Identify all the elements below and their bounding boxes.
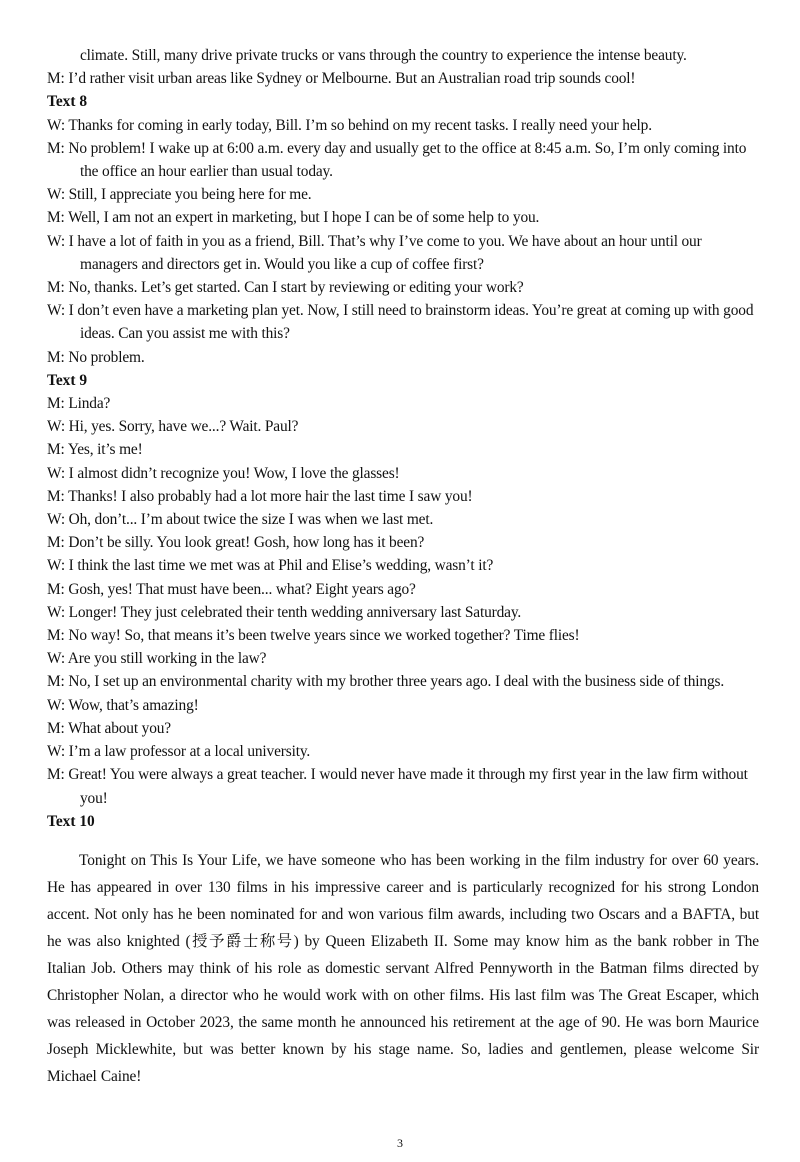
speaker-separator: : <box>60 650 68 668</box>
dialogue-line <box>47 670 759 693</box>
dialogue-text: No way! So, that means it’s been twelve years since we worked together? Time flies! <box>68 627 580 645</box>
speaker-label: M <box>47 279 61 297</box>
speaker-separator: : <box>60 580 69 598</box>
dialogue-line <box>47 67 759 90</box>
speaker-label: M <box>47 766 61 784</box>
speaker-label: M <box>47 534 61 552</box>
speaker-separator: : <box>60 464 69 482</box>
speaker-label: W <box>47 696 61 714</box>
speaker-separator: : <box>60 719 69 737</box>
dialogue-line <box>47 415 759 438</box>
dialogue-text: Well, I am not an expert in marketing, but I hope I can be of some help to you. <box>68 209 540 227</box>
dialogue-line <box>47 647 759 670</box>
dialogue-text: I have a lot of faith in you as a friend, Bill. That’s why I’ve come to you. We have about an hour until our managers and directors get in. Would you like a cup of coffee first? <box>68 232 702 273</box>
dialogue-text: Thanks! I also probably had a lot more hair the last time I saw you! <box>68 487 473 505</box>
speaker-label: W <box>47 232 61 250</box>
speaker-label: M <box>47 70 61 88</box>
dialogue-line <box>47 624 759 647</box>
speaker-label: M <box>47 673 61 691</box>
dialogue-text: Linda? <box>68 395 111 413</box>
dialogue-line <box>47 114 759 137</box>
speaker-label: W <box>47 464 61 482</box>
dialogue-text: No problem! I wake up at 6:00 a.m. every day and usually get to the office at 8:45 a.m. So, I’m only coming into the office an hour earlier than usual today. <box>68 139 747 181</box>
dialogue-line <box>47 485 759 508</box>
speaker-label: M <box>47 719 61 737</box>
speaker-separator: : <box>60 766 69 784</box>
text8-heading: Text 8 <box>47 93 88 111</box>
speaker-label: W <box>47 650 61 668</box>
speaker-label: M <box>47 627 61 645</box>
dialogue-line <box>47 206 759 229</box>
dialogue-line <box>47 578 759 601</box>
dialogue-line <box>47 276 759 299</box>
dialogue-text: Don’t be silly. You look great! Gosh, how long has it been? <box>68 534 425 552</box>
speaker-separator: : <box>60 487 69 505</box>
dialogue-text: Great! You were always a great teacher. I would never have made it through my first year in the law firm without you! <box>68 766 748 807</box>
dialogue-text: Longer! They just celebrated their tenth wedding anniversary last Saturday. <box>68 603 522 621</box>
dialogue-text: Thanks for coming in early today, Bill. I’m so behind on my recent tasks. I really need your help. <box>68 116 652 134</box>
dialogue-text: Yes, it’s me! <box>67 441 143 459</box>
speaker-label: M <box>47 209 61 227</box>
speaker-separator: : <box>60 511 69 529</box>
speaker-label: W <box>47 186 61 204</box>
speaker-label: W <box>47 603 61 621</box>
speaker-separator: : <box>60 186 69 204</box>
speaker-separator: : <box>60 418 69 436</box>
dialogue-line <box>47 438 759 461</box>
dialogue-line <box>47 554 759 577</box>
dialogue-text: Gosh, yes! That must have been... what? Eight years ago? <box>68 580 416 598</box>
dialogue-line <box>47 346 759 369</box>
dialogue-line <box>47 531 759 554</box>
dialogue-text: Hi, yes. Sorry, have we...? Wait. Paul? <box>68 418 299 436</box>
page-number: 3 <box>397 1136 403 1150</box>
dialogue-line <box>47 299 759 345</box>
speaker-label: W <box>47 511 61 529</box>
speaker-separator: : <box>60 534 69 552</box>
speaker-label: M <box>47 139 61 157</box>
speaker-label: W <box>47 302 61 320</box>
dialogue-text: What about you? <box>68 719 171 737</box>
text10-paragraph: Tonight on This Is Your Life, we have someone who has been working in the film industry for over 60 years. He has appeared in over 130 films in his impressive career and is particularly recognized for his strong London accent. Not only has he been nominated for and won various film awards, including two Oscars and a BAFTA, but he was also knighted (授予爵士称号) by Queen Elizabeth II. Some may know him as the bank robber in The Italian Job. Others may think of his role as domestic servant Alfred Pennyworth in the Batman films directed by Christopher Nolan, a director who he would work with on other films. His last film was The Great Escaper, which was released in October 2023, the same month he announced his retirement at the age of 90. He was born Maurice Joseph Micklewhite, but was better known by his stage name. So, ladies and gentlemen, please welcome Sir Michael Caine! <box>47 851 759 1085</box>
speaker-label: M <box>47 580 61 598</box>
speaker-label: W <box>47 557 61 575</box>
dialogue-line <box>47 183 759 206</box>
speaker-separator: : <box>60 557 69 575</box>
dialogue-line <box>47 137 759 183</box>
speaker-separator: : <box>60 348 69 366</box>
dialogue-text: Still, I appreciate you being here for me. <box>68 186 312 204</box>
speaker-separator: : <box>60 279 69 297</box>
speaker-label: W <box>47 743 61 761</box>
dialogue-text: Oh, don’t... I’m about twice the size I was when we last met. <box>68 511 434 529</box>
dialogue-text: No, thanks. Let’s get started. Can I start by reviewing or editing your work? <box>68 279 524 297</box>
speaker-separator: : <box>60 743 69 761</box>
speaker-separator: : <box>60 673 69 691</box>
speaker-separator: : <box>60 302 69 320</box>
dialogue-text: I’d rather visit urban areas like Sydney or Melbourne. But an Australian road trip sounds cool! <box>68 70 636 88</box>
speaker-separator: : <box>60 209 69 227</box>
text9-dialogue <box>47 392 759 810</box>
dialogue-line <box>47 740 759 763</box>
dialogue-line <box>47 462 759 485</box>
dialogue-line <box>47 508 759 531</box>
text9-heading: Text 9 <box>47 371 88 389</box>
speaker-separator: : <box>60 696 69 714</box>
dialogue-text: I almost didn’t recognize you! Wow, I love the glasses! <box>68 464 400 482</box>
speaker-separator: : <box>60 627 69 645</box>
document-page <box>47 44 759 1105</box>
speaker-label: M <box>47 441 61 459</box>
continuation-line: climate. Still, many drive private trucks or vans through the country to experience the intense beauty. <box>80 47 687 64</box>
speaker-separator: : <box>60 441 68 459</box>
dialogue-line <box>47 392 759 415</box>
speaker-separator: : <box>60 603 69 621</box>
text7-tail <box>47 67 759 90</box>
speaker-label: M <box>47 487 61 505</box>
dialogue-text: Wow, that’s amazing! <box>68 696 199 714</box>
speaker-label: W <box>47 418 61 436</box>
dialogue-text: Are you still working in the law? <box>67 650 267 668</box>
dialogue-line <box>47 694 759 717</box>
dialogue-text: No, I set up an environmental charity with my brother three years ago. I deal with the business side of things. <box>68 673 725 691</box>
speaker-label: M <box>47 348 61 366</box>
dialogue-line <box>47 717 759 740</box>
speaker-separator: : <box>60 116 69 134</box>
dialogue-text: I don’t even have a marketing plan yet. Now, I still need to brainstorm ideas. You’re great at coming up with good ideas. Can you assist me with this? <box>68 302 754 343</box>
dialogue-line <box>47 230 759 276</box>
dialogue-line <box>47 601 759 624</box>
dialogue-text: I think the last time we met was at Phil and Elise’s wedding, wasn’t it? <box>68 557 494 575</box>
dialogue-text: I’m a law professor at a local university. <box>68 743 311 761</box>
speaker-separator: : <box>60 395 69 413</box>
speaker-separator: : <box>60 70 69 88</box>
dialogue-text: No problem. <box>68 348 145 366</box>
text8-dialogue <box>47 114 759 369</box>
speaker-label: M <box>47 395 61 413</box>
speaker-separator: : <box>60 139 69 157</box>
speaker-separator: : <box>60 232 69 250</box>
text10-heading: Text 10 <box>47 812 95 830</box>
speaker-label: W <box>47 116 61 134</box>
dialogue-line <box>47 763 759 809</box>
